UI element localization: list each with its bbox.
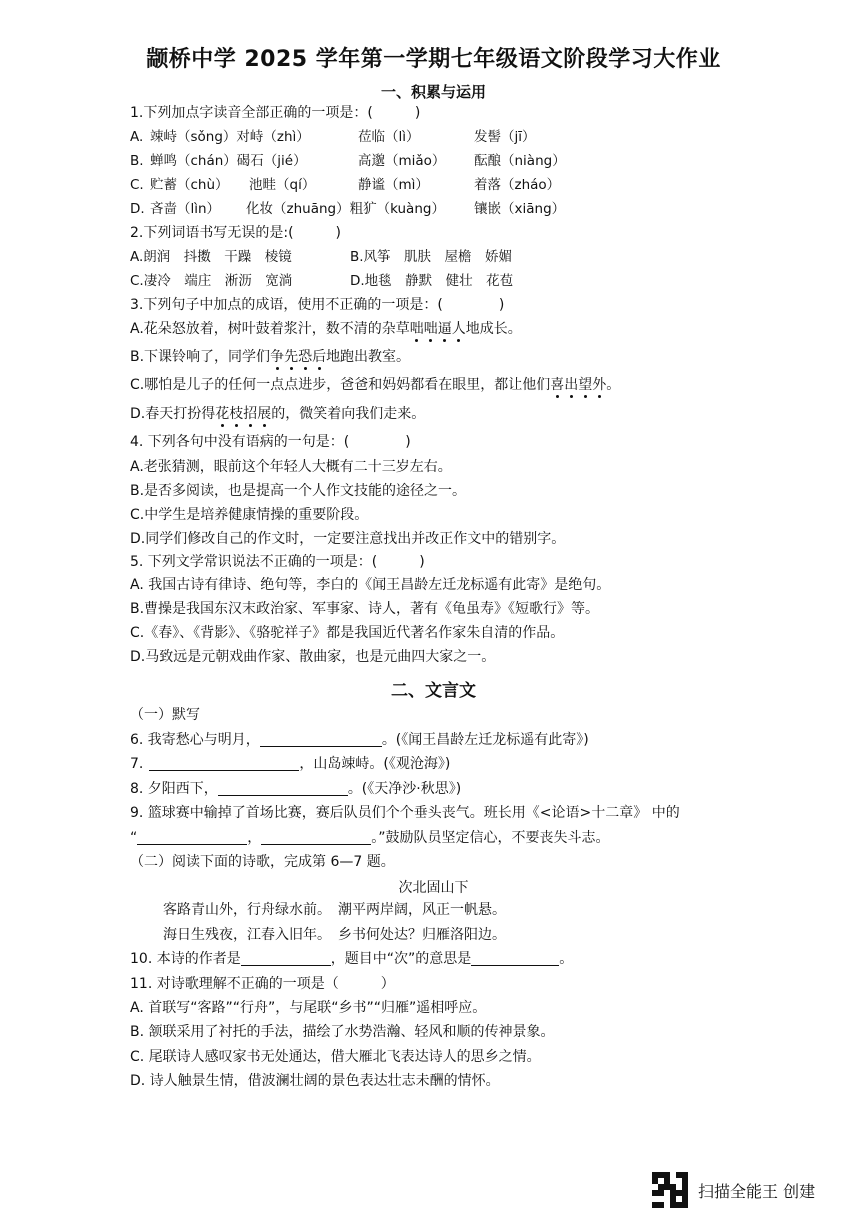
dotted-char: 先 [284, 349, 299, 365]
q1-option-b-2: 高邈（miǎo） [358, 153, 446, 169]
q10-post: 。 [559, 951, 574, 967]
dotted-char: 花 [215, 406, 230, 422]
q9-line1: 9. 篮球赛中输掉了首场比赛，赛后队员们个个垂头丧气。班长用《<论语>十二章》 中的 [130, 805, 680, 821]
q3-option-d-idiom [215, 406, 271, 422]
q1-option-a-1: 竦峙（sǒng）对峙（zhì） [150, 129, 310, 145]
poem-title: 次北固山下 [398, 880, 469, 896]
q2-option-c: C.凄冷 端庄 淅沥 宽淌 [130, 273, 293, 289]
subsection-poem: （二）阅读下面的诗歌，完成第 6—7 题。 [130, 854, 395, 870]
q1-stem: 1.下列加点字读音全部正确的一项是：( ) [130, 105, 421, 121]
dotted-char: 恐 [298, 349, 313, 365]
section-heading-1: 一、积累与运用 [380, 83, 486, 101]
q3-option-d-pre: D.春天打扮得 [130, 406, 216, 422]
q1-option-b-label: B. [130, 153, 144, 169]
q6 [130, 731, 589, 749]
q4-option-a: A.老张猜测，眼前这个年轻人大概有二十三岁左右。 [130, 459, 452, 475]
q1-option-d-1: 吝啬（lìn） [150, 201, 221, 217]
qr-cell [682, 1202, 688, 1208]
q3-option-c [130, 376, 620, 394]
q6-answer-blank[interactable] [260, 732, 382, 747]
q3-option-d [130, 405, 425, 423]
watermark-text: 扫描全能王 创建 [698, 1181, 816, 1201]
q5-option-d: D.马致远是元朝戏曲作家、散曲家，也是元曲四大家之一。 [130, 649, 496, 665]
q1-option-d-3: 镶嵌（xiāng） [474, 201, 566, 217]
dotted-char: 咄 [409, 321, 424, 337]
document-title: 颛桥中学 2025 学年第一学期七年级语文阶段学习大作业 [146, 47, 721, 72]
q8-post: 。(《天净沙·秋思》) [347, 781, 462, 797]
dotted-char: 招 [243, 406, 258, 422]
q7 [130, 755, 450, 773]
q11-stem: 11. 对诗歌理解不正确的一项是（ ） [130, 976, 395, 992]
scanner-watermark [652, 1172, 815, 1208]
dotted-char: 枝 [229, 406, 244, 422]
subsection-dictation: （一）默写 [130, 707, 200, 723]
q1-option-d-label: D. [130, 201, 145, 217]
poem-line-2: 海日生残夜，江春入旧年。 乡书何处达？归雁洛阳边。 [163, 927, 506, 943]
q5-option-b: B.曹操是我国东汉末政治家、军事家、诗人，著有《龟虽寿》《短歌行》等。 [130, 601, 600, 617]
q9-post: 。”鼓励队员坚定信心，不要丧失斗志。 [371, 830, 610, 846]
q1-option-a-3: 发髻（jī） [474, 129, 536, 145]
q10-mid: ，题目中“次”的意思是 [330, 951, 472, 967]
q4-option-d: D.同学们修改自己的作文时，一定要注意找出并改正作文中的错别字。 [130, 531, 566, 547]
q10-pre: 10. 本诗的作者是 [130, 951, 241, 967]
q1-option-d-2: 化妆（zhuāng）粗犷（kuàng） [246, 201, 445, 217]
q1-option-c-1: 贮蓄（chù） [150, 177, 229, 193]
q7-post: ，山岛竦峙。(《观沧海》) [299, 756, 451, 772]
q5-option-c: C.《春》、《背影》、《骆驼祥子》都是我国近代著名作家朱自清的作品。 [130, 625, 565, 641]
q6-post: 。(《闻王昌龄左迁龙标遥有此寄》) [381, 732, 589, 748]
q2-option-b: B.风筝 肌肤 屋檐 娇媚 [350, 249, 513, 265]
q8 [130, 780, 461, 798]
qr-code-icon [652, 1172, 688, 1208]
q4-option-c: C.中学生是培养健康情操的重要阶段。 [130, 507, 369, 523]
q3-option-a-pre: A.花朵怒放着，树叶鼓着浆汁，数不清的杂草 [130, 321, 410, 337]
dotted-char: 望 [578, 377, 593, 393]
q3-option-c-post: 。 [606, 377, 621, 393]
q3-option-b-post: 地跑出教室。 [326, 349, 411, 365]
q7-num: 7. [130, 756, 144, 772]
q1-option-c-2: 池畦（qí） [249, 177, 316, 193]
q1-option-c-3: 静谧（mì） [358, 177, 429, 193]
dotted-char: 外 [592, 377, 607, 393]
q1-option-c-label: C. [130, 177, 144, 193]
q3-option-b-idiom [270, 349, 326, 365]
q3-option-b [130, 348, 410, 366]
q9-mid: ， [247, 830, 262, 846]
q8-answer-blank[interactable] [218, 781, 348, 796]
q9-line2 [130, 829, 610, 847]
dotted-char: 出 [564, 377, 579, 393]
q11-option-c: C. 尾联诗人感叹家书无处通达，借大雁北飞表达诗人的思乡之情。 [130, 1049, 541, 1065]
q4-option-b: B.是否多阅读，也是提高一个人作文技能的途径之一。 [130, 483, 467, 499]
q1-option-c-4: 着落（zháo） [474, 177, 561, 193]
q9-answer-blank-2[interactable] [261, 830, 371, 845]
q10 [130, 950, 573, 968]
q10-author-blank[interactable] [241, 951, 331, 966]
q5-option-a: A. 我国古诗有律诗、绝句等，李白的《闻王昌龄左迁龙标遥有此寄》是绝句。 [130, 577, 611, 593]
q11-option-b: B. 颔联采用了衬托的手法，描绘了水势浩瀚、轻风和顺的传神景象。 [130, 1024, 555, 1040]
q5-stem: 5. 下列文学常识说法不正确的一项是：( ) [130, 554, 425, 570]
q3-option-c-idiom [550, 377, 606, 393]
q3-stem: 3.下列句子中加点的成语，使用不正确的一项是：( ) [130, 297, 505, 313]
q3-option-c-pre: C.哪怕是儿子的任何一点点进步，爸爸和妈妈都看在眼里，都让他们 [130, 377, 551, 393]
dotted-char: 争 [270, 349, 285, 365]
q1-option-b-3: 酝酿（niàng） [474, 153, 566, 169]
q1-option-a-2: 莅临（lì） [358, 129, 420, 145]
poem-line-1: 客路青山外，行舟绿水前。 潮平两岸阔，风正一帆悬。 [163, 902, 506, 918]
q1-option-a-label: A. [130, 129, 144, 145]
q7-answer-blank[interactable] [149, 756, 299, 771]
q6-pre: 6. 我寄愁心与明月， [130, 732, 260, 748]
q8-pre: 8. 夕阳西下， [130, 781, 218, 797]
q3-option-d-post: 的，微笑着向我们走来。 [271, 406, 426, 422]
q3-option-a-idiom [410, 321, 466, 337]
q10-meaning-blank[interactable] [471, 951, 559, 966]
q4-stem: 4. 下列各句中没有语病的一句是：( ) [130, 434, 411, 450]
q9-open-quote: “ [130, 830, 138, 846]
dotted-char: 咄 [423, 321, 438, 337]
dotted-char: 喜 [550, 377, 565, 393]
q3-option-a [130, 320, 522, 338]
dotted-char: 人 [451, 321, 466, 337]
dotted-char: 逼 [437, 321, 452, 337]
q2-option-a: A.朗润 抖擞 干躁 棱镜 [130, 249, 292, 265]
q9-answer-blank-1[interactable] [137, 830, 247, 845]
q2-stem-text: 2.下列词语书写无误的是:( ) [130, 225, 341, 241]
section-heading-2: 二、文言文 [391, 681, 476, 701]
dotted-char: 后 [312, 349, 327, 365]
dotted-char: 展 [257, 406, 272, 422]
q1-option-b-1: 蝉鸣（chán）碣石（jié） [150, 153, 307, 169]
q11-option-d: D. 诗人触景生情，借波澜壮阔的景色表达壮志未酬的情怀。 [130, 1073, 500, 1089]
q3-option-b-pre: B.下课铃响了，同学们 [130, 349, 271, 365]
q11-option-a: A. 首联写“客路”“行舟”，与尾联“乡书”“归雁”遥相呼应。 [130, 1000, 487, 1016]
q3-option-a-post: 地成长。 [465, 321, 522, 337]
q2-option-d: D.地毯 静默 健壮 花苞 [350, 273, 514, 289]
